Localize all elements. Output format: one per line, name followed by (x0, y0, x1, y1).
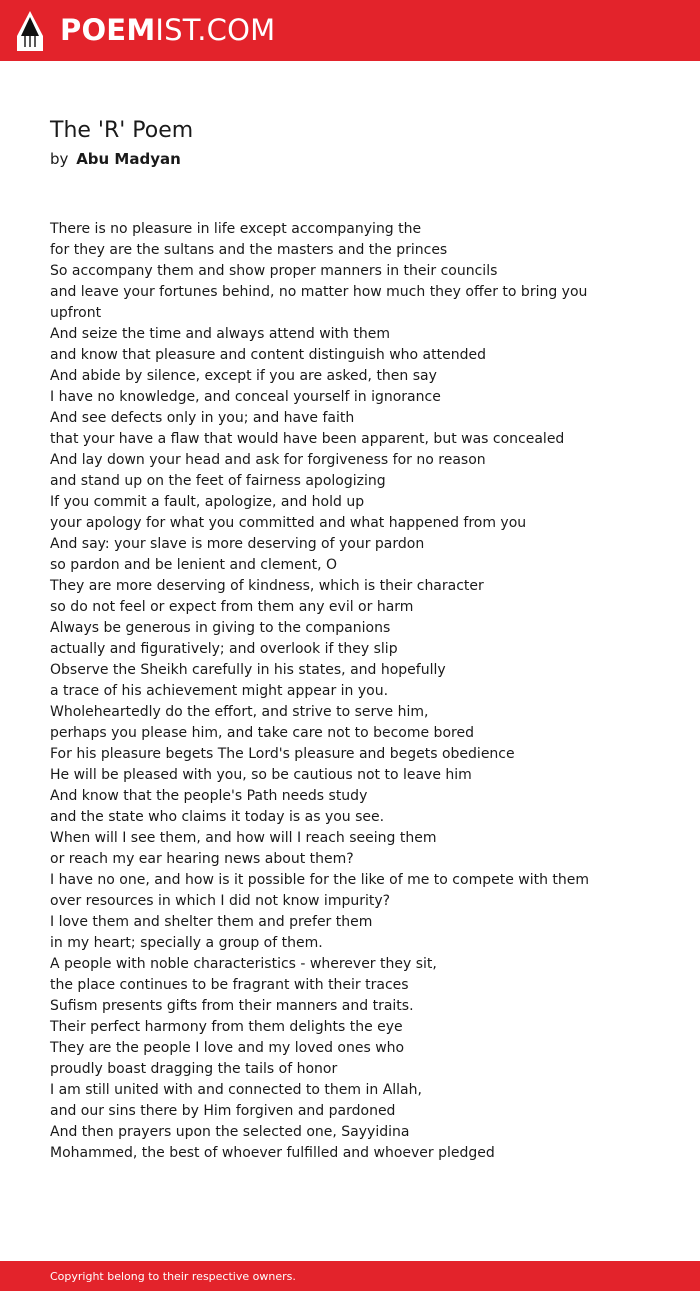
poem-line: And lay down your head and ask for forgiveness for no reason (50, 452, 486, 468)
poem-line: And seize the time and always attend with them (50, 326, 390, 342)
poem-line: proudly boast dragging the tails of honor (50, 1061, 338, 1077)
poem-line: And then prayers upon the selected one, Sayyidina (50, 1124, 410, 1140)
poem-line: They are more deserving of kindness, which is their character (50, 578, 484, 594)
poem-line: and know that pleasure and content distinguish who attended (50, 347, 486, 363)
poem-line: the place continues to be fragrant with their traces (50, 977, 409, 993)
poem-line: and our sins there by Him forgiven and pardoned (50, 1103, 396, 1119)
poem-line: They are the people I love and my loved ones who (50, 1040, 405, 1056)
poem-line: Wholeheartedly do the effort, and strive to serve him, (50, 704, 429, 720)
poem-line: Their perfect harmony from them delights the eye (50, 1019, 403, 1035)
by-label: by (50, 150, 69, 168)
pencil-tip-icon[interactable] (16, 10, 44, 52)
poem-line: So accompany them and show proper manners in their councils (50, 263, 498, 279)
poem-line: actually and figuratively; and overlook if they slip (50, 641, 398, 657)
poem-line: I love them and shelter them and prefer them (50, 914, 373, 930)
poem-line: over resources in which I did not know impurity? (50, 893, 391, 909)
poem-body (50, 219, 590, 1164)
site-footer (0, 1261, 700, 1291)
poem-line: If you commit a fault, apologize, and hold up (50, 494, 365, 510)
author-name: Abu Madyan (76, 150, 181, 168)
poem-header (50, 116, 193, 170)
poem-line: in my heart; specially a group of them. (50, 935, 323, 951)
poem-line: Observe the Sheikh carefully in his states, and hopefully (50, 662, 446, 678)
poem-line: and stand up on the feet of fairness apologizing (50, 473, 386, 489)
poem-line: so do not feel or expect from them any evil or harm (50, 599, 414, 615)
poem-line: and the state who claims it today is as you see. (50, 809, 385, 825)
poem-line: For his pleasure begets The Lord's pleasure and begets obedience (50, 746, 515, 762)
poem-line: for they are the sultans and the masters and the princes (50, 242, 448, 258)
site-header (0, 0, 700, 61)
logo-strong-text: POEM (60, 13, 156, 47)
poem-line: And abide by silence, except if you are asked, then say (50, 368, 437, 384)
poem-line: I have no knowledge, and conceal yourself in ignorance (50, 389, 441, 405)
poem-line: Always be generous in giving to the companions (50, 620, 391, 636)
poem-line: perhaps you please him, and take care not to become bored (50, 725, 474, 741)
copyright-text: Copyright belong to their respective owners. (50, 1269, 296, 1283)
poem-line: and leave your fortunes behind, no matter how much they offer to bring you upfront (50, 284, 588, 321)
byline (50, 148, 193, 170)
poem-line: And see defects only in you; and have faith (50, 410, 355, 426)
poem-line: There is no pleasure in life except accompanying the (50, 221, 422, 237)
page-title: The 'R' Poem (50, 118, 194, 143)
site-logo[interactable] (60, 13, 276, 47)
poem-line: And know that the people's Path needs study (50, 788, 368, 804)
poem-line: your apology for what you committed and what happened from you (50, 515, 527, 531)
logo-light-text: IST.COM (155, 13, 276, 47)
poem-line: A people with noble characteristics - wherever they sit, (50, 956, 437, 972)
poem-line: Mohammed, the best of whoever fulfilled and whoever pledged (50, 1145, 495, 1161)
poem-line: Sufism presents gifts from their manners and traits. (50, 998, 414, 1014)
poem-line: so pardon and be lenient and clement, O (50, 557, 338, 573)
poem-line: I have no one, and how is it possible for the like of me to compete with them (50, 872, 590, 888)
poem-line: When will I see them, and how will I reach seeing them (50, 830, 437, 846)
poem-line: He will be pleased with you, so be cautious not to leave him (50, 767, 472, 783)
poem-line: or reach my ear hearing news about them? (50, 851, 354, 867)
poem-line: And say: your slave is more deserving of your pardon (50, 536, 425, 552)
poem-line: that your have a flaw that would have been apparent, but was concealed (50, 431, 565, 447)
poem-line: a trace of his achievement might appear in you. (50, 683, 389, 699)
poem-line: I am still united with and connected to them in Allah, (50, 1082, 422, 1098)
